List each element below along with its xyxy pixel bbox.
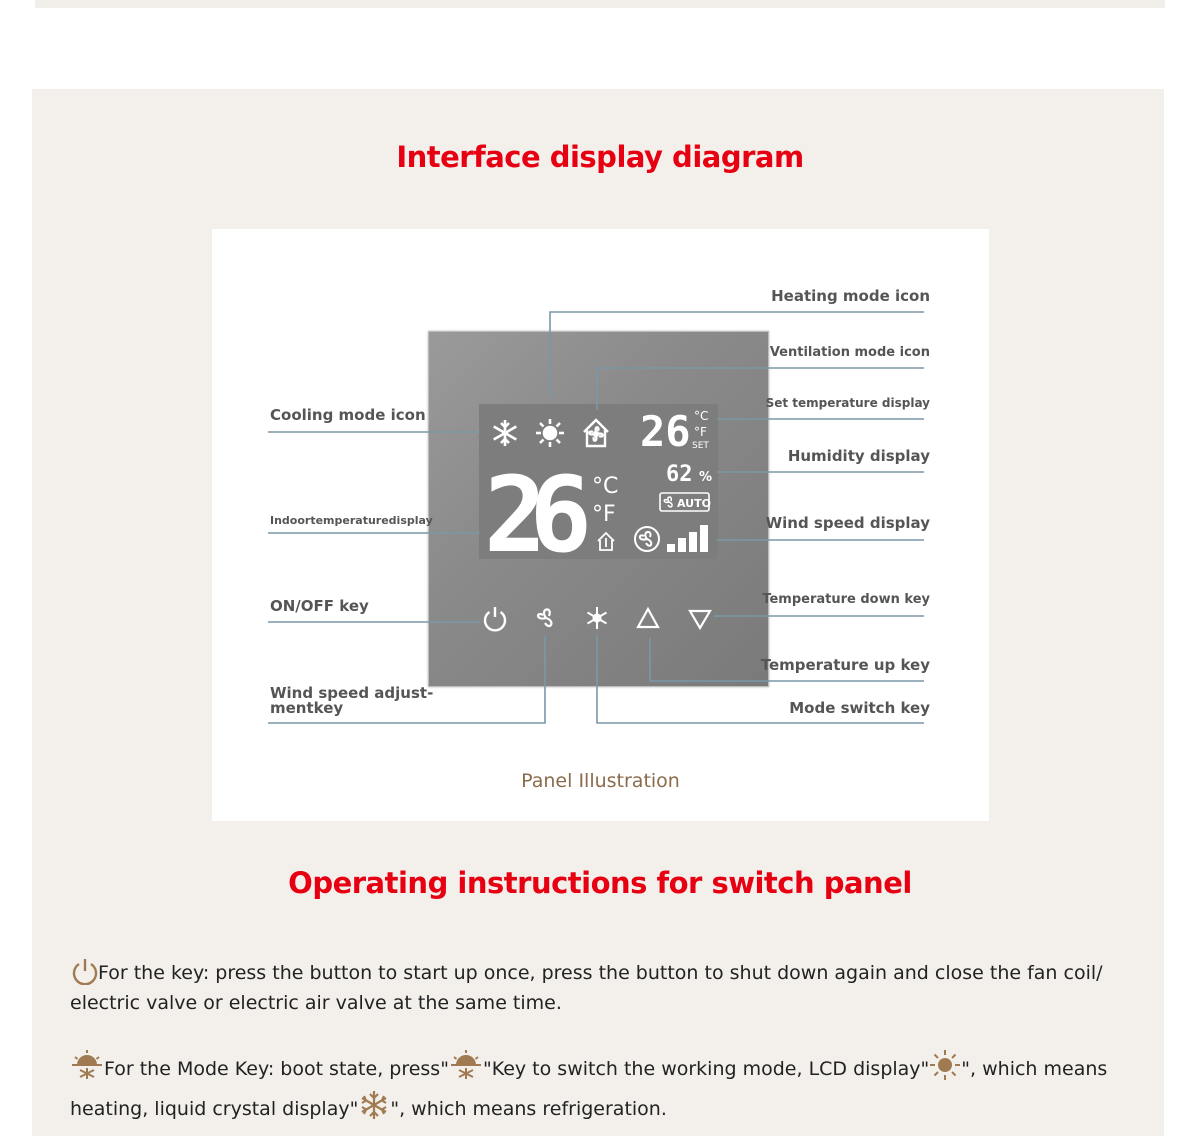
humidity-unit: % <box>699 470 713 485</box>
power-icon <box>70 957 98 985</box>
label-indoor-temperature-display: Indoortemperaturedisplay <box>270 514 433 527</box>
instruction-mode-part-d: ", which means refrigeration. <box>390 1098 667 1120</box>
set-label: SET <box>692 441 709 451</box>
set-unit-f: °F <box>694 425 707 439</box>
label-mode-switch-key: Mode switch key <box>789 699 930 717</box>
indoor-unit-c: °C <box>592 474 619 499</box>
label-wind-speed-adjust-line1: Wind speed adjust- <box>270 684 434 702</box>
set-unit-c: °C <box>694 409 709 423</box>
label-temperature-up-key: Temperature up key <box>760 656 930 674</box>
label-wind-speed-adjust-line2: mentkey <box>270 699 344 717</box>
label-humidity-display: Humidity display <box>787 447 930 465</box>
mode-sun-snow-icon <box>70 1047 104 1081</box>
operating-heading: Operating instructions for switch panel <box>288 866 912 900</box>
sun-icon <box>929 1049 961 1081</box>
label-cooling-mode-icon: Cooling mode icon <box>270 406 426 424</box>
label-ventilation-mode-icon: Ventilation mode icon <box>769 345 930 360</box>
panel-caption: Panel Illustration <box>521 770 680 792</box>
label-on-off-key: ON/OFF key <box>270 597 369 615</box>
indoor-temp-digits: 26 <box>484 454 592 576</box>
instruction-mode-part-a: For the Mode Key: boot state, press" <box>104 1058 449 1080</box>
interface-heading: Interface display diagram <box>396 140 804 174</box>
label-wind-speed-display: Wind speed display <box>765 514 930 532</box>
indoor-unit-f: °F <box>592 502 616 527</box>
instruction-power-text: For the key: press the button to start up once, press the button to shut down again and close the fan coil/ electric valve or electric air valve at the same time. <box>70 962 1103 1014</box>
label-wind-speed-adjust <box>270 686 433 716</box>
instruction-mode-part-c: ", which means heating, liquid crystal display" <box>70 1058 1108 1120</box>
snowflake-icon <box>358 1089 390 1121</box>
label-temperature-down-key: Temperature down key <box>762 592 930 607</box>
mode-sun-snow-icon-inline <box>449 1047 483 1081</box>
auto-label: AUTO <box>677 497 711 510</box>
label-set-temperature-display: Set temperature display <box>765 396 930 410</box>
label-heating-mode-icon: Heating mode icon <box>771 287 930 305</box>
instruction-mode <box>70 1047 1150 1129</box>
instruction-power <box>70 957 1150 1018</box>
instruction-mode-part-b: "Key to switch the working mode, LCD display" <box>482 1058 930 1080</box>
set-temp-digits: 26 <box>640 407 691 456</box>
humidity-digits: 62 <box>666 462 693 487</box>
